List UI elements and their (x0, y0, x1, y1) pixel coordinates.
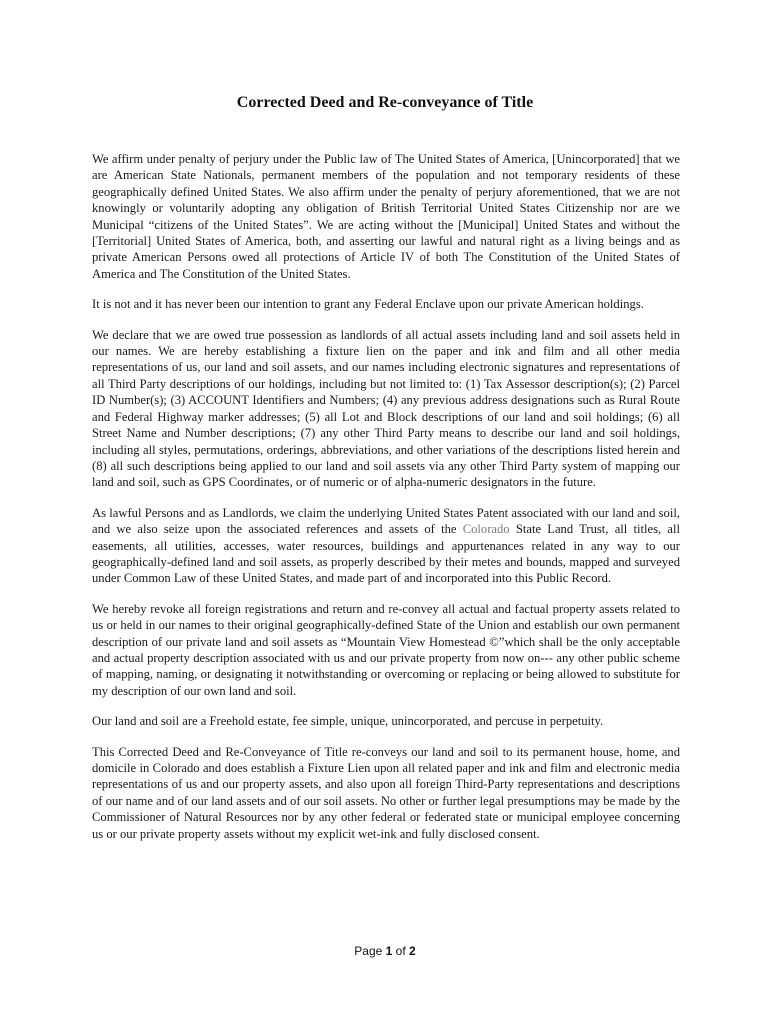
paragraph-reconveyance: This Corrected Deed and Re-Conveyance of Title re-conveys our land and soil to its permanent house, home, and domicile in Colorado and does establish a Fixture Lien upon all related paper and ink and film and electronic media representations of us and our property assets, and also upon all foreign Third-Party representations and descriptions of our name and of our land assets and of our soil assets. No other or further legal presumptions may be made by the Commissioner of Natural Resources nor by any other federal or federated state or municipal employee concerning us or our private property assets without my explicit wet-ink and fully disclosed consent. (92, 744, 680, 841)
page-of: of (395, 944, 406, 958)
paragraph-land-patent (92, 505, 680, 587)
document-title: Corrected Deed and Re-conveyance of Title (236, 94, 534, 111)
page-label: Page (354, 944, 383, 958)
paragraph-land-patent-part1: As lawful Persons and as Landlords, we claim the underlying United States Patent associated with our land and soil, and we also seize upon the associated references and assets of the (92, 505, 680, 537)
paragraph-affirmation: We affirm under penalty of perjury under the Public law of The United States of America, [Unincorporated] that we are American State Nationals, permanent members of the population and not temporary residents of these geographically defined United States. We also affirm under the penalty of perjury aforementioned, that we are not knowingly or voluntarily adopting any obligation of British Territorial United States Citizenship nor are we Municipal “citizens of the United States”. We are acting without the [Municipal] United States and without the [Territorial] United States of America, both, and asserting our lawful and natural right as a living beings and as private American Persons owed all protections of Article IV of both The Constitution of the United States of America and The Constitution of the United States. (92, 152, 680, 281)
paragraph-freehold: Our land and soil are a Freehold estate, fee simple, unique, unincorporated, and percuse in perpetuity. (92, 714, 604, 729)
paragraph-fixture-lien: We declare that we are owed true possession as landlords of all actual assets including land and soil assets held in our names. We are hereby establishing a fixture lien on the paper and ink and film and all other media representations of us, our land and soil assets, and our names including electronic signatures and representations of all Third Party descriptions of our holdings, including but not limited to: (1) Tax Assessor description(s); (2) Parcel ID Number(s); (3) ACCOUNT Identifiers and Numbers; (4) any previous address designations such as Rural Route and Federal Highway marker addresses; (5) all Lot and Block descriptions of our land and soil holdings; (6) all Street Name and Number descriptions; (7) any other Third Party means to describe our land and soil holdings, including all styles, permutations, orderings, abbreviations, and other variations of the descriptions listed herein and (8) all such descriptions being applied to our land and soil assets via any other Third Party system of mapping our land and soil, such as GPS Coordinates, or of numeric or of alpha-numeric designators in the future. (92, 327, 680, 490)
page-number (0, 944, 770, 958)
document-body (92, 151, 680, 856)
paragraph-federal-enclave: It is not and it has never been our intention to grant any Federal Enclave upon our private American holdings. (92, 297, 644, 312)
state-name-highlight: Colorado (462, 522, 510, 537)
page-total: 2 (409, 944, 416, 958)
paragraph-land-patent-part2: State Land Trust, all titles, all easements, all utilities, accesses, water resources, buildings and appurtenances related in any way to our geographically-defined land and soil assets, as properly described by their metes and bounds, mapped and surveyed under Common Law of these United States, and made part of and incorporated into this Public Record. (92, 522, 680, 586)
paragraph-revocation: We hereby revoke all foreign registrations and return and re-convey all actual and factual property assets related to us or held in our names to their original geographically-defined State of the Union and establish our own permanent description of our private land and soil assets as “Mountain View Homestead ©”which shall be the only acceptable and actual property description associated with us and our private property from now on--- any other public scheme of mapping, naming, or designating it notwithstanding or overcoming or replacing or being allowed to substitute for my description of our own land and soil. (92, 601, 680, 698)
page-current: 1 (385, 944, 393, 958)
